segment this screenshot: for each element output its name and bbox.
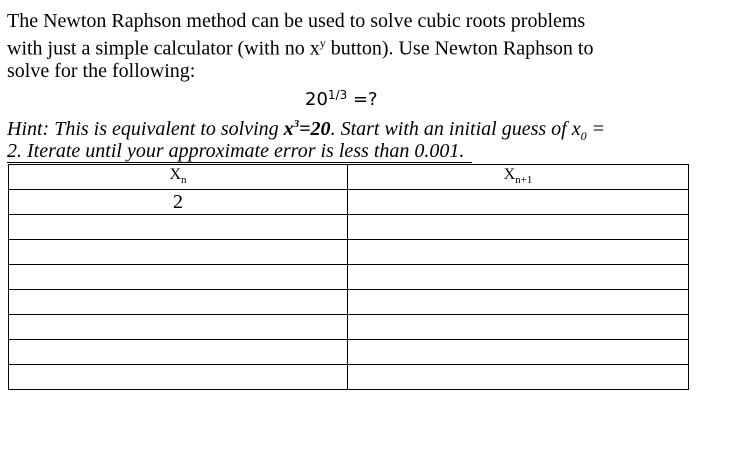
statement-line-2-text: with just a simple calculator (with no x [7, 37, 320, 60]
table-row [9, 340, 689, 365]
equation-exponent: 1/3 [327, 88, 348, 102]
table-cell[interactable]: 2 [9, 190, 348, 215]
table-header-row [9, 165, 689, 190]
table-cell[interactable] [348, 190, 689, 215]
table-row [9, 190, 689, 215]
header-xn1-base: X [503, 166, 516, 183]
table-row [9, 315, 689, 340]
header-xn1 [348, 165, 689, 190]
table-row [9, 240, 689, 265]
problem-statement [7, 10, 742, 82]
hint-prefix: Hint: This is equivalent to solving [7, 118, 284, 140]
hint-guess-sub: 0 [580, 129, 587, 143]
hint-line-2 [7, 140, 742, 163]
table-row [9, 290, 689, 315]
hint-line-2-text: 2. Iterate until your approximate error is less than 0.001. [7, 140, 472, 163]
table-row [9, 365, 689, 390]
table-cell[interactable] [348, 365, 689, 390]
table-cell[interactable] [9, 365, 348, 390]
hint-mid: . Start with an initial guess of x [330, 118, 581, 140]
table-cell[interactable] [9, 240, 348, 265]
header-xn [9, 165, 348, 190]
header-xn-sub: n [181, 174, 187, 187]
table-cell[interactable] [9, 340, 348, 365]
table-cell[interactable] [348, 265, 689, 290]
statement-line-2-end: button). Use Newton Raphson to [325, 37, 594, 60]
hint-line-1 [7, 118, 742, 143]
table-cell[interactable] [348, 215, 689, 240]
table-cell[interactable] [9, 290, 348, 315]
statement-line-3: solve for the following: [7, 59, 196, 82]
target-equation [305, 89, 378, 111]
equation-base: 20 [305, 89, 328, 110]
table-cell[interactable] [9, 315, 348, 340]
table-cell[interactable] [348, 315, 689, 340]
header-xn-base: X [169, 166, 182, 183]
statement-line-2 [7, 32, 742, 60]
statement-line-1: The Newton Raphson method can be used to solve cubic roots problems [7, 10, 586, 32]
hint-eq-x: x [283, 118, 294, 140]
hint-eq-rest: =20 [299, 118, 331, 140]
table-cell[interactable] [348, 340, 689, 365]
table-cell[interactable] [9, 265, 348, 290]
table-cell[interactable] [348, 240, 689, 265]
hint-eq-sup: 3 [293, 118, 300, 130]
header-xn1-sub: n+1 [515, 174, 533, 187]
table-cell[interactable] [9, 215, 348, 240]
table-row [9, 265, 689, 290]
power-superscript: y [319, 36, 326, 50]
table-row [9, 215, 689, 240]
hint-guess-val: = [586, 118, 606, 140]
equation-rest: =? [347, 89, 378, 110]
table-cell[interactable] [348, 290, 689, 315]
hint-equation [284, 118, 331, 140]
hint-text [7, 118, 742, 163]
iteration-table [8, 164, 689, 390]
